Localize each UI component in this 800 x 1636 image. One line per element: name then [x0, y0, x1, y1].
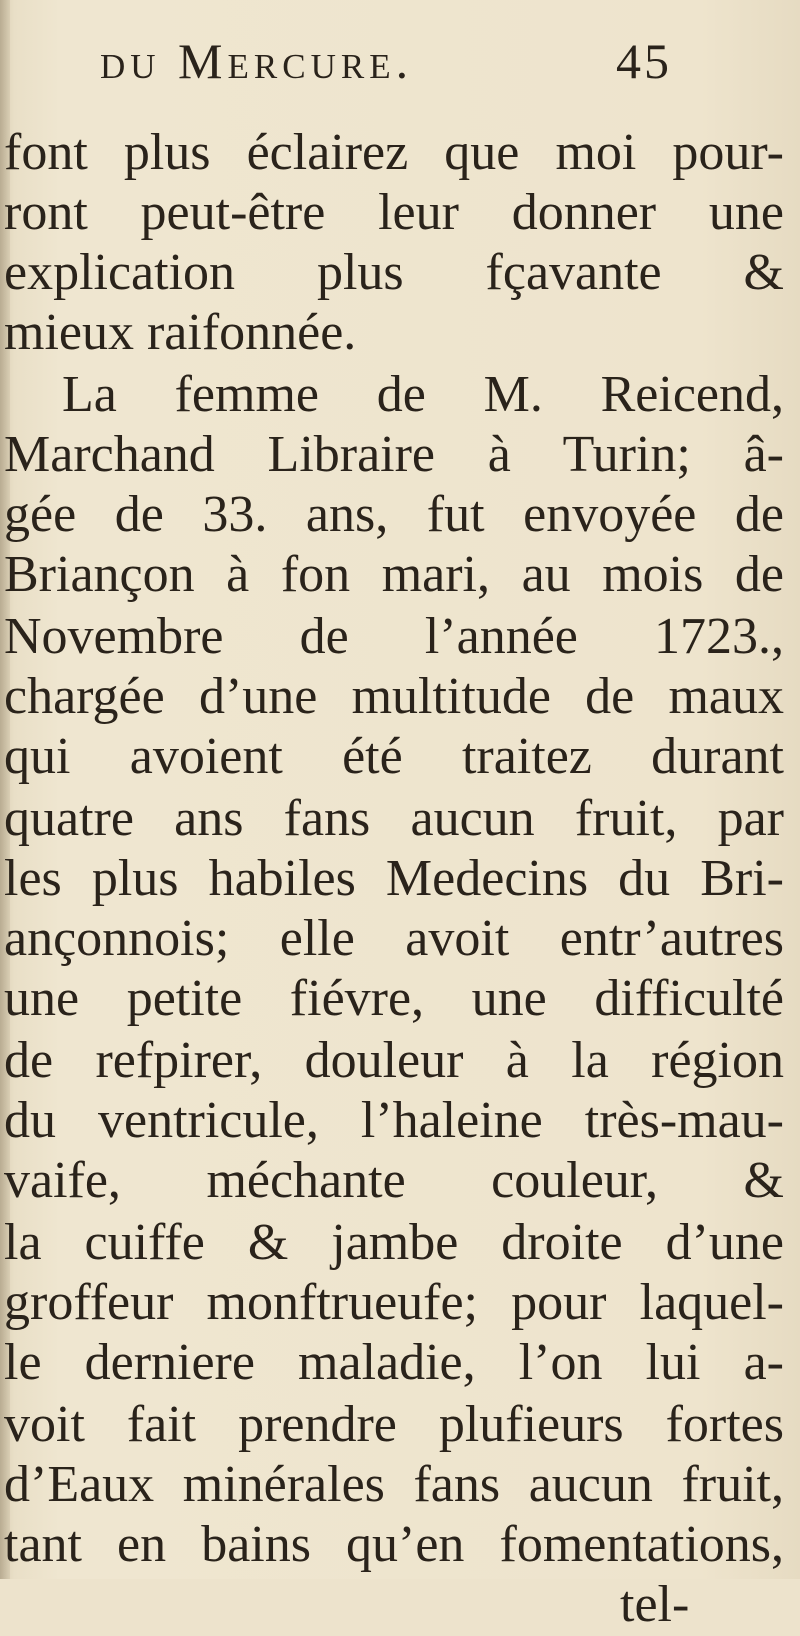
text-line: tant en bains qu’en fomentations,	[4, 1516, 784, 1573]
catchword: tel-	[620, 1576, 690, 1633]
text-line: Briançon à fon mari, au mois de	[4, 546, 784, 603]
text-line: du ventricule, l’haleine très-mau-	[4, 1092, 784, 1149]
text-line: le derniere maladie, l’on lui a-	[4, 1334, 784, 1391]
paragraph-start-line: La femme de M. Reicend,	[62, 366, 784, 423]
text-line: la cuiffe & jambe droite d’une	[4, 1214, 784, 1271]
text-line: d’Eaux minérales fans aucun fruit,	[4, 1456, 784, 1513]
text-line: Novembre de l’année 1723.,	[4, 608, 784, 665]
text-line: quatre ans fans aucun fruit, par	[4, 790, 784, 847]
page-number: 45	[616, 33, 672, 89]
text-line: voit fait prendre plufieurs fortes	[4, 1396, 784, 1453]
text-line: Marchand Libraire à Turin; â-	[4, 426, 784, 483]
text-line: qui avoient été traitez durant	[4, 728, 784, 785]
text-line: ançonnois; elle avoit entr’autres	[4, 910, 784, 967]
text-line: font plus éclairez que moi pour-	[4, 124, 784, 181]
text-line: vaife, méchante couleur, &	[4, 1152, 784, 1209]
text-line: explication plus fçavante &	[4, 244, 784, 301]
text-line: ront peut-être leur donner une	[4, 184, 784, 241]
text-line: gée de 33. ans, fut envoyée de	[4, 486, 784, 543]
text-line: une petite fiévre, une difficulté	[4, 970, 784, 1027]
running-title: du Mercure.	[100, 33, 414, 89]
text-line: groffeur monftrueufe; pour laquel-	[4, 1274, 784, 1331]
text-line: les plus habiles Medecins du Bri-	[4, 850, 784, 907]
text-line: mieux raifonnée.	[4, 304, 357, 361]
text-line: de refpirer, douleur à la région	[4, 1032, 784, 1089]
page-header	[0, 22, 800, 102]
text-line: chargée d’une multitude de maux	[4, 668, 784, 725]
